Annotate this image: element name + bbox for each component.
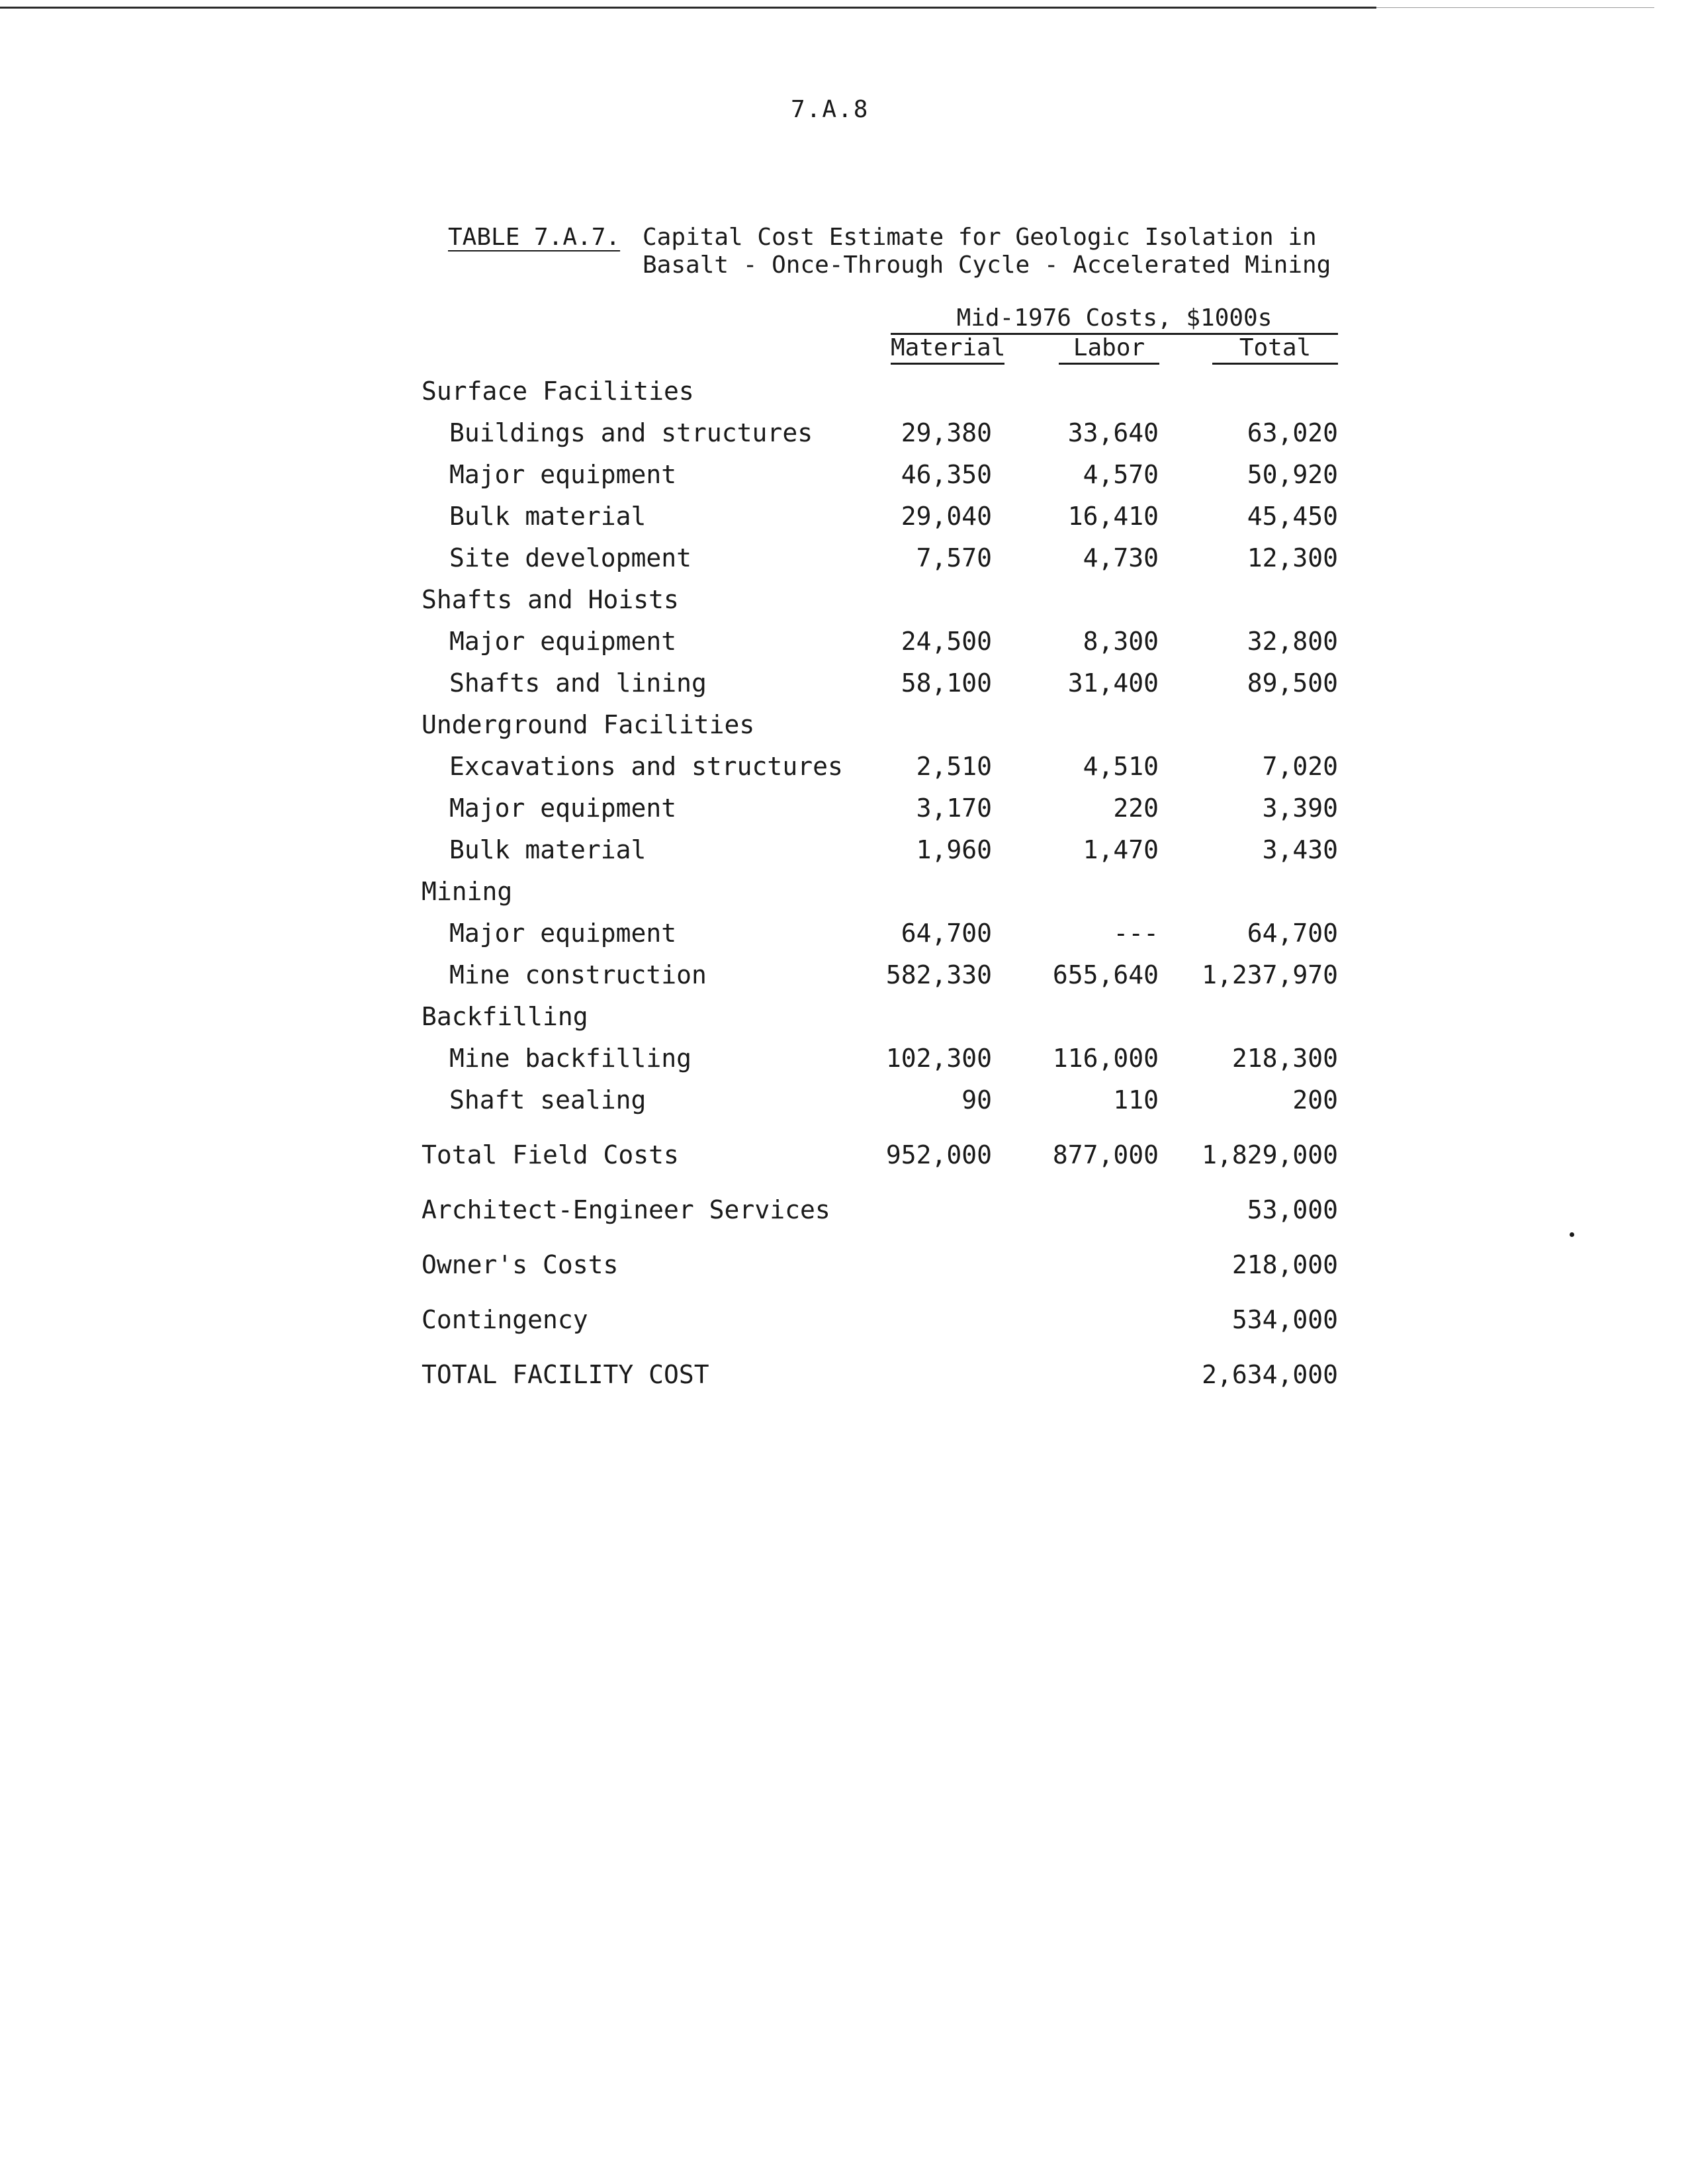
table-caption-title-line-1: Capital Cost Estimate for Geologic Isolation in xyxy=(643,224,1317,251)
labor-value: 116,000 xyxy=(1052,1044,1159,1073)
material-value: 64,700 xyxy=(901,919,992,948)
material-value: 29,040 xyxy=(901,502,992,531)
total-value: 218,300 xyxy=(1231,1044,1338,1073)
cost-table xyxy=(422,371,1341,1396)
table-row-summary xyxy=(422,1299,1341,1341)
row-label: Bulk material xyxy=(449,502,646,531)
total-value: 53,000 xyxy=(1247,1195,1338,1224)
column-header-total: Total xyxy=(1212,334,1338,365)
material-value: 952,000 xyxy=(885,1140,992,1169)
labor-value: 877,000 xyxy=(1052,1140,1159,1169)
material-value: 2,510 xyxy=(916,752,992,781)
total-value: 1,237,970 xyxy=(1202,960,1338,989)
table-row xyxy=(422,662,1341,704)
total-value: 64,700 xyxy=(1247,919,1338,948)
total-value: 89,500 xyxy=(1247,668,1338,698)
table-row-summary xyxy=(422,1244,1341,1286)
row-label: Backfilling xyxy=(422,1002,588,1031)
row-label: Excavations and structures xyxy=(449,752,843,781)
table-row xyxy=(422,412,1341,454)
labor-value: 8,300 xyxy=(1083,627,1159,656)
total-value: 63,020 xyxy=(1247,418,1338,447)
material-value: 58,100 xyxy=(901,668,992,698)
row-label: Contingency xyxy=(422,1305,588,1334)
labor-value: 220 xyxy=(1113,794,1159,823)
row-label: Owner's Costs xyxy=(422,1250,619,1279)
row-label: Surface Facilities xyxy=(422,377,694,406)
table-caption-label: TABLE 7.A.7. xyxy=(448,224,621,251)
material-value: 102,300 xyxy=(885,1044,992,1073)
row-label: Shaft sealing xyxy=(449,1085,646,1115)
total-value: 3,430 xyxy=(1262,835,1338,864)
row-label: Buildings and structures xyxy=(449,418,813,447)
row-label: Major equipment xyxy=(449,627,677,656)
scan-top-rule-faint xyxy=(1376,7,1654,8)
table-row-section xyxy=(422,579,1341,621)
table-row xyxy=(422,746,1341,788)
row-label: Mine construction xyxy=(449,960,707,989)
table-row-total-field xyxy=(422,1134,1341,1176)
table-row xyxy=(422,537,1341,579)
material-value: 46,350 xyxy=(901,460,992,489)
row-label: Mining xyxy=(422,877,513,906)
row-label: Major equipment xyxy=(449,919,677,948)
material-value: 3,170 xyxy=(916,794,992,823)
labor-value: 16,410 xyxy=(1067,502,1159,531)
material-value: 582,330 xyxy=(885,960,992,989)
table-row xyxy=(422,621,1341,662)
total-value: 218,000 xyxy=(1231,1250,1338,1279)
total-value: 200 xyxy=(1292,1085,1338,1115)
table-row xyxy=(422,1079,1341,1121)
total-value: 32,800 xyxy=(1247,627,1338,656)
table-row xyxy=(422,954,1341,996)
total-value: 1,829,000 xyxy=(1202,1140,1338,1169)
table-row xyxy=(422,829,1341,871)
material-value: 90 xyxy=(961,1085,992,1115)
column-header-material: Material xyxy=(891,334,1004,365)
labor-value: 110 xyxy=(1113,1085,1159,1115)
labor-value: 33,640 xyxy=(1067,418,1159,447)
table-row-section xyxy=(422,996,1341,1038)
total-value: 2,634,000 xyxy=(1202,1360,1338,1389)
labor-value: 1,470 xyxy=(1083,835,1159,864)
page-number: 7.A.8 xyxy=(791,96,869,123)
row-label: Major equipment xyxy=(449,794,677,823)
labor-value: 31,400 xyxy=(1067,668,1159,698)
labor-value: 4,730 xyxy=(1083,543,1159,572)
labor-value: 4,570 xyxy=(1083,460,1159,489)
table-row-summary xyxy=(422,1189,1341,1231)
total-value: 3,390 xyxy=(1262,794,1338,823)
row-label: Site development xyxy=(449,543,692,572)
table-row xyxy=(422,454,1341,496)
total-value: 7,020 xyxy=(1262,752,1338,781)
row-label: Major equipment xyxy=(449,460,677,489)
table-row xyxy=(422,496,1341,537)
row-label: Shafts and Hoists xyxy=(422,585,679,614)
labor-value: --- xyxy=(1113,919,1159,948)
row-label: TOTAL FACILITY COST xyxy=(422,1360,709,1389)
total-value: 45,450 xyxy=(1247,502,1338,531)
table-row-section xyxy=(422,704,1341,746)
table-row-grand-total xyxy=(422,1354,1341,1396)
table-row xyxy=(422,913,1341,954)
material-value: 1,960 xyxy=(916,835,992,864)
row-label: Bulk material xyxy=(449,835,646,864)
labor-value: 655,640 xyxy=(1052,960,1159,989)
total-value: 50,920 xyxy=(1247,460,1338,489)
table-caption-title-line-2: Basalt - Once-Through Cycle - Accelerated Mining xyxy=(643,251,1331,279)
material-value: 29,380 xyxy=(901,418,992,447)
row-label: Underground Facilities xyxy=(422,710,755,739)
table-row xyxy=(422,1038,1341,1079)
row-label: Shafts and lining xyxy=(449,668,707,698)
material-value: 24,500 xyxy=(901,627,992,656)
stray-ink-dot xyxy=(1570,1232,1574,1237)
column-group-header: Mid-1976 Costs, $1000s xyxy=(891,304,1338,335)
labor-value: 4,510 xyxy=(1083,752,1159,781)
table-row-section xyxy=(422,371,1341,412)
scan-top-rule xyxy=(0,7,1376,9)
table-row xyxy=(422,788,1341,829)
row-label: Total Field Costs xyxy=(422,1140,679,1169)
row-label: Architect-Engineer Services xyxy=(422,1195,830,1224)
table-caption-title xyxy=(643,224,1331,279)
column-header-labor: Labor xyxy=(1059,334,1159,365)
material-value: 7,570 xyxy=(916,543,992,572)
total-value: 534,000 xyxy=(1231,1305,1338,1334)
table-row-section xyxy=(422,871,1341,913)
row-label: Mine backfilling xyxy=(449,1044,692,1073)
total-value: 12,300 xyxy=(1247,543,1338,572)
